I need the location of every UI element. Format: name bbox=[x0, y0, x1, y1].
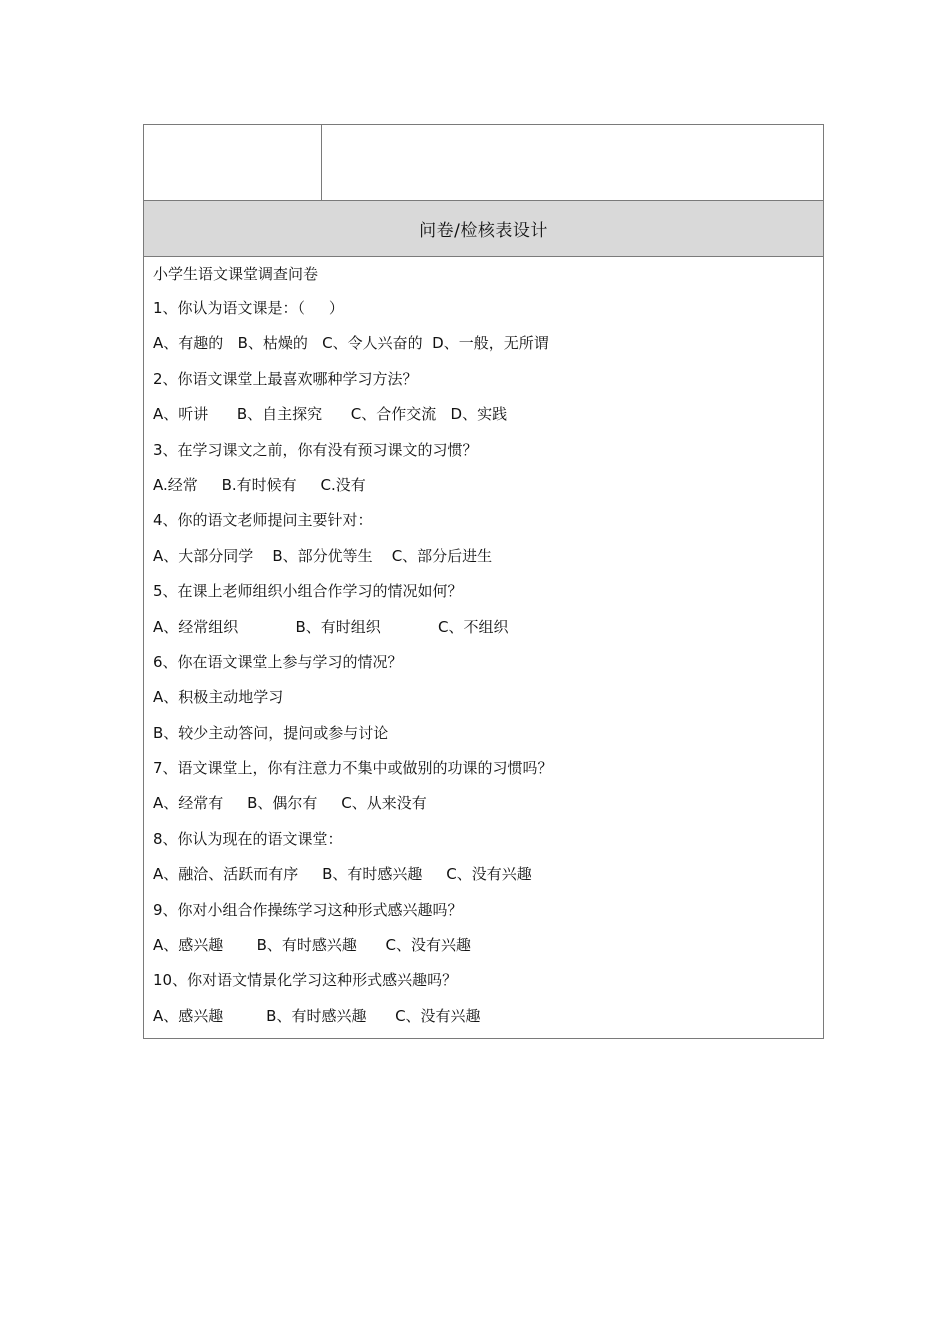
answer-options-line: A、听讲 B、自主探究 C、合作交流 D、实践 bbox=[153, 405, 508, 424]
question-line: 10、你对语文情景化学习这种形式感兴趣吗？ bbox=[153, 971, 458, 990]
question-line: 1、你认为语文课是：（ ） bbox=[153, 299, 344, 317]
question-line: 9、你对小组合作操练学习这种形式感兴趣吗？ bbox=[153, 900, 463, 919]
survey-table bbox=[143, 124, 824, 1039]
answer-options-line: B、较少主动答问，提问或参与讨论 bbox=[153, 723, 389, 742]
answer-options-line: A、有趣的 B、枯燥的 C、令人兴奋的 D、一般，无所谓 bbox=[153, 334, 549, 353]
survey-title: 小学生语文课堂调查问卷 bbox=[153, 265, 319, 283]
question-line: 5、在课上老师组织小组合作学习的情况如何？ bbox=[153, 582, 463, 601]
question-line: 4、你的语文老师提问主要针对： bbox=[153, 511, 373, 530]
answer-options-line: A、经常组织 B、有时组织 C、不组织 bbox=[153, 617, 509, 636]
answer-options-line: A、融洽、活跃而有序 B、有时感兴趣 C、没有兴趣 bbox=[153, 865, 532, 884]
survey-content bbox=[144, 257, 823, 1038]
question-line: 7、语文课堂上，你有注意力不集中或做别的功课的习惯吗？ bbox=[153, 759, 553, 778]
table-top-row bbox=[144, 125, 823, 201]
answer-options-line: A、经常有 B、偶尔有 C、从来没有 bbox=[153, 794, 427, 813]
table-cell-empty-right bbox=[322, 125, 823, 200]
question-line: 2、你语文课堂上最喜欢哪种学习方法？ bbox=[153, 369, 418, 388]
answer-options-line: A、大部分同学 B、部分优等生 C、部分后进生 bbox=[153, 546, 493, 565]
section-header: 问卷/检核表设计 bbox=[144, 201, 823, 257]
answer-options-line: A、感兴趣 B、有时感兴趣 C、没有兴趣 bbox=[153, 1006, 481, 1025]
table-cell-empty-left bbox=[144, 125, 322, 200]
question-line: 3、在学习课文之前，你有没有预习课文的习惯？ bbox=[153, 440, 478, 459]
question-line: 8、你认为现在的语文课堂： bbox=[153, 829, 343, 848]
answer-options-line: A、积极主动地学习 bbox=[153, 688, 284, 707]
question-line: 6、你在语文课堂上参与学习的情况？ bbox=[153, 652, 403, 671]
answer-options-line: A.经常 B.有时候有 C.没有 bbox=[153, 475, 366, 494]
answer-options-line: A、感兴趣 B、有时感兴趣 C、没有兴趣 bbox=[153, 936, 472, 955]
